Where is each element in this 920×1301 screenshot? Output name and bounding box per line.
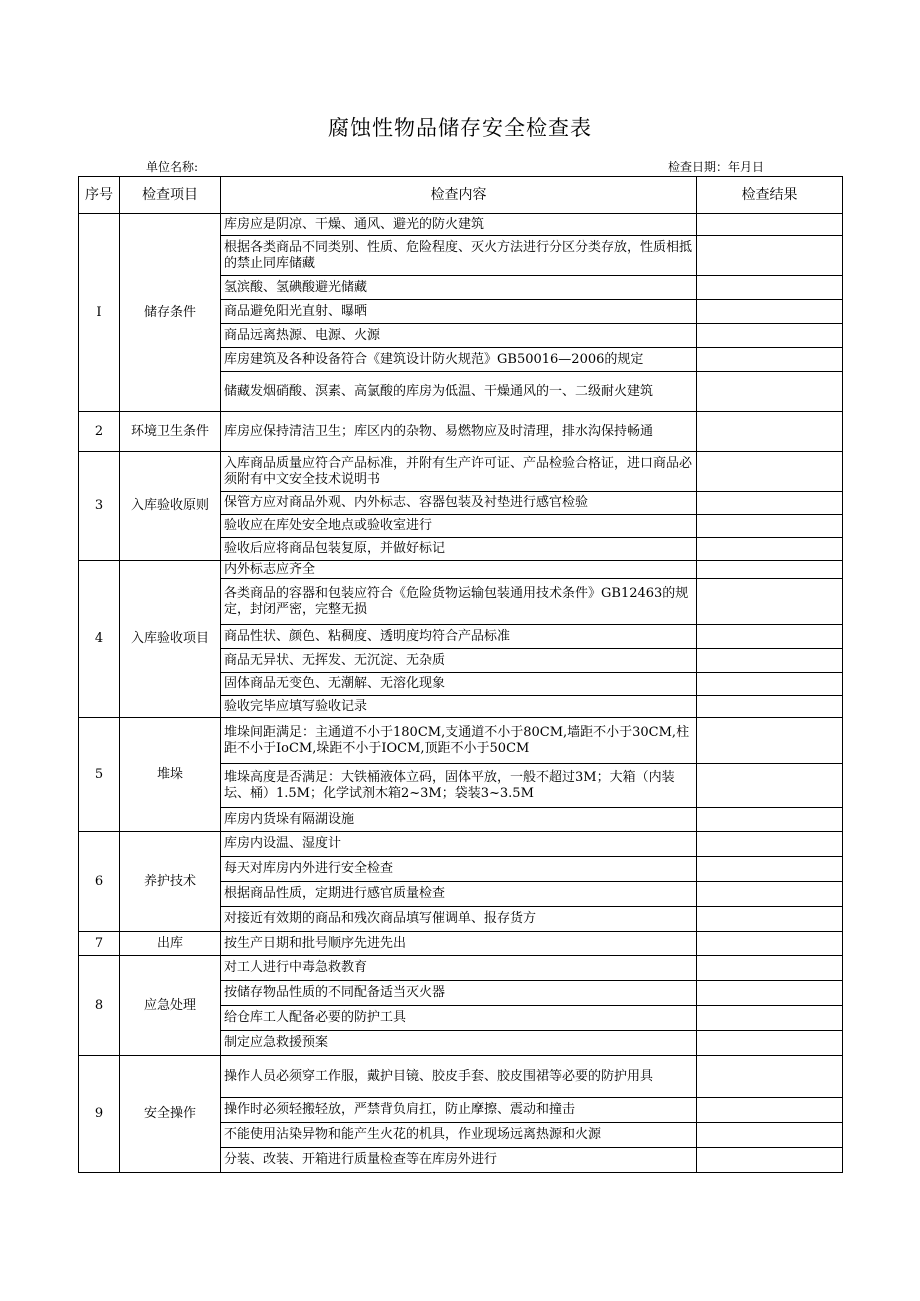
check-content: 按储存物品性质的不同配备适当灭火器 [221, 981, 697, 1006]
check-content: 分装、改装、开箱进行质量检查等在库房外进行 [221, 1148, 697, 1173]
check-content: 库房应保持清洁卫生；库区内的杂物、易燃物应及时清理，排水沟保持畅通 [221, 412, 697, 452]
check-result-cell[interactable] [697, 673, 843, 696]
section-item: 应急处理 [120, 956, 221, 1056]
check-result-cell[interactable] [697, 214, 843, 236]
check-result-cell[interactable] [697, 832, 843, 857]
check-content: 保管方应对商品外观、内外标志、容器包装及衬垫进行感官检验 [221, 492, 697, 515]
header-row [79, 177, 843, 214]
check-content: 根据商品性质，定期进行感官质量检查 [221, 882, 697, 907]
check-result-cell[interactable] [697, 300, 843, 324]
table-row [79, 561, 843, 579]
check-result-cell[interactable] [697, 348, 843, 372]
section-number: 8 [79, 956, 120, 1056]
check-result-cell[interactable] [697, 276, 843, 300]
check-content: 库房内设温、湿度计 [221, 832, 697, 857]
table-row [79, 718, 843, 764]
check-result-cell[interactable] [697, 492, 843, 515]
check-content: 给仓库工人配备必要的防护工具 [221, 1006, 697, 1031]
section-number: 4 [79, 561, 120, 718]
header-item: 检查项目 [120, 177, 221, 214]
check-content: 各类商品的容器和包装应符合《危险货物运输包装通用技术条件》GB12463的规定，封闭严密，完整无损 [221, 579, 697, 625]
check-result-cell[interactable] [697, 1006, 843, 1031]
check-content: 堆垛高度是否满足：大铁桶液体立码，固体平放，一般不超过3M；大箱（内装坛、桶）1.5M；化学试剂木箱2~3M；袋装3~3.5M [221, 764, 697, 808]
check-content: 对工人进行中毒急救教育 [221, 956, 697, 981]
table-row [79, 452, 843, 492]
check-result-cell[interactable] [697, 412, 843, 452]
check-result-cell[interactable] [697, 1056, 843, 1098]
check-result-cell[interactable] [697, 625, 843, 649]
check-content: 库房建筑及各种设备符合《建筑设计防火规范》GB50016—2006的规定 [221, 348, 697, 372]
section-number: I [79, 214, 120, 412]
check-result-cell[interactable] [697, 718, 843, 764]
check-result-cell[interactable] [697, 857, 843, 882]
check-content: 商品无异状、无挥发、无沉淀、无杂质 [221, 649, 697, 673]
table-row [79, 214, 843, 236]
check-result-cell[interactable] [697, 956, 843, 981]
check-result-cell[interactable] [697, 882, 843, 907]
section-number: 6 [79, 832, 120, 932]
check-result-cell[interactable] [697, 981, 843, 1006]
check-result-cell[interactable] [697, 764, 843, 808]
check-result-cell[interactable] [697, 1148, 843, 1173]
check-content: 验收应在库处安全地点或验收室进行 [221, 515, 697, 538]
header-result: 检查结果 [697, 177, 843, 214]
check-content: 商品避免阳光直射、曝晒 [221, 300, 697, 324]
table-body [79, 214, 843, 1173]
section-item: 储存条件 [120, 214, 221, 412]
table-row [79, 832, 843, 857]
check-result-cell[interactable] [697, 538, 843, 561]
inspection-table [78, 176, 843, 1173]
section-item: 入库验收原则 [120, 452, 221, 561]
check-content: 入库商品质量应符合产品标准，并附有生产许可证、产品检验合格证，进口商品必须附有中文安全技术说明书 [221, 452, 697, 492]
check-content: 根据各类商品不同类别、性质、危险程度、灭火方法进行分区分类存放，性质相抵的禁止同库储藏 [221, 236, 697, 276]
section-number: 7 [79, 932, 120, 956]
check-result-cell[interactable] [697, 561, 843, 579]
section-number: 3 [79, 452, 120, 561]
check-result-cell[interactable] [697, 452, 843, 492]
check-result-cell[interactable] [697, 696, 843, 718]
section-number: 2 [79, 412, 120, 452]
check-result-cell[interactable] [697, 1123, 843, 1148]
check-result-cell[interactable] [697, 932, 843, 956]
check-content: 对接近有效期的商品和残次商品填写催调单、报存货方 [221, 907, 697, 932]
check-result-cell[interactable] [697, 515, 843, 538]
page-title: 腐蚀性物品储存安全检查表 [328, 116, 592, 140]
section-item: 养护技术 [120, 832, 221, 932]
section-number: 5 [79, 718, 120, 832]
check-content: 操作时必须轻搬轻放，严禁背负肩扛，防止摩擦、震动和撞击 [221, 1098, 697, 1123]
header-content: 检查内容 [221, 177, 697, 214]
check-result-cell[interactable] [697, 324, 843, 348]
check-content: 不能使用沾染异物和能产生火花的机具，作业现场远离热源和火源 [221, 1123, 697, 1148]
section-item: 入库验收项目 [120, 561, 221, 718]
table-row [79, 956, 843, 981]
check-content: 商品远离热源、电源、火源 [221, 324, 697, 348]
check-content: 库房内货垛有隔湖设施 [221, 808, 697, 832]
check-content: 商品性状、颜色、粘稠度、透明度均符合产品标准 [221, 625, 697, 649]
check-content: 每天对库房内外进行安全检查 [221, 857, 697, 882]
check-result-cell[interactable] [697, 236, 843, 276]
check-date-label: 检查日期：年月日 [668, 160, 765, 174]
check-content: 堆垛间距满足：主通道不小于180CM,支通道不小于80CM,墙距不小于30CM,柱距不小于IoCM,垛距不小于IOCM,顶距不小于50CM [221, 718, 697, 764]
check-content: 库房应是阴凉、干燥、通风、避光的防火建筑 [221, 214, 697, 236]
check-content: 储藏发烟硝酸、溟素、高氯酸的库房为低温、干燥通风的一、二级耐火建筑 [221, 372, 697, 412]
check-result-cell[interactable] [697, 372, 843, 412]
table-row [79, 412, 843, 452]
section-number: 9 [79, 1056, 120, 1173]
check-content: 氢滨酸、氢碘酸避光储藏 [221, 276, 697, 300]
check-content: 验收完毕应填写验收记录 [221, 696, 697, 718]
section-item: 堆垛 [120, 718, 221, 832]
check-result-cell[interactable] [697, 1031, 843, 1056]
check-content: 制定应急救援预案 [221, 1031, 697, 1056]
check-content: 固体商品无变色、无潮解、无溶化现象 [221, 673, 697, 696]
table-row [79, 932, 843, 956]
check-content: 验收后应将商品包装复原，并做好标记 [221, 538, 697, 561]
section-item: 安全操作 [120, 1056, 221, 1173]
section-item: 环境卫生条件 [120, 412, 221, 452]
header-no: 序号 [79, 177, 120, 214]
check-result-cell[interactable] [697, 907, 843, 932]
table-row [79, 1056, 843, 1098]
section-item: 出库 [120, 932, 221, 956]
check-result-cell[interactable] [697, 808, 843, 832]
check-result-cell[interactable] [697, 579, 843, 625]
check-content: 操作人员必须穿工作服，戴护目镜、胶皮手套、胶皮围裙等必要的防护用具 [221, 1056, 697, 1098]
check-content: 按生产日期和批号顺序先进先出 [221, 932, 697, 956]
check-content: 内外标志应齐全 [221, 561, 697, 579]
check-result-cell[interactable] [697, 1098, 843, 1123]
unit-name-label: 单位名称: [146, 160, 199, 174]
check-result-cell[interactable] [697, 649, 843, 673]
